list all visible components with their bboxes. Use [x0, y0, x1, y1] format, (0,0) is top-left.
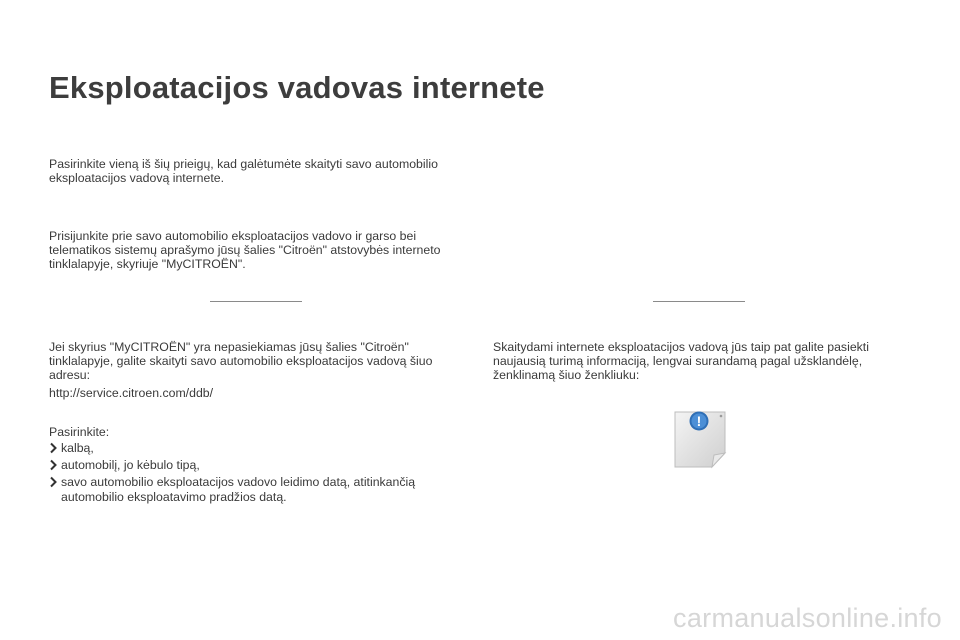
- left-divider: [210, 301, 302, 302]
- fallback-line: Jei skyrius "MyCITROËN" yra nepasiekiamas jūsų šalies "Citroën": [49, 340, 409, 354]
- intro-line: eksploatacijos vadovą internete.: [49, 171, 224, 186]
- intro-paragraph: [49, 157, 438, 185]
- info-note-icon: [672, 409, 728, 469]
- choose-label: Pasirinkite:: [49, 425, 110, 439]
- page-title: Eksploatacijos vadovas internete: [49, 70, 545, 105]
- list-item: [49, 475, 415, 503]
- watermark: carmanualsonline.info: [673, 603, 942, 633]
- fallback-paragraph: [49, 340, 432, 383]
- choose-list: [49, 441, 415, 507]
- login-line: telematikos sistemų aprašymo jūsų šalies "Citroën" atstovybės interneto: [49, 243, 441, 258]
- login-line: Prisijunkite prie savo automobilio eksploatacijos vadovo ir garso bei: [49, 229, 417, 243]
- service-url[interactable]: http://service.citroen.com/ddb/: [49, 386, 214, 400]
- list-item-text: savo automobilio eksploatacijos vadovo leidimo datą, atitinkančią: [61, 475, 416, 490]
- list-item: [49, 441, 415, 455]
- login-line: tinklalapyje, skyriuje "MyCITROËN".: [49, 257, 246, 272]
- login-paragraph: [49, 229, 440, 272]
- online-info-line: Skaitydami internete eksploatacijos vadovą jūs taip pat galite pasiekti: [493, 340, 869, 354]
- right-divider: [653, 301, 745, 302]
- list-item-text: automobilį, jo kėbulo tipą,: [61, 458, 200, 473]
- chevron-right-icon: [49, 476, 58, 488]
- online-info-line: naujausią turimą informaciją, lengvai surandamą pagal užsklandėlę,: [493, 354, 863, 369]
- list-item-text: kalbą,: [61, 441, 94, 455]
- online-info-paragraph: [493, 340, 869, 383]
- fallback-line: tinklalapyje, galite skaityti savo automobilio eksploatacijos vadovą šiuo: [49, 354, 433, 369]
- online-info-line: ženklinamą šiuo ženkliuku:: [493, 368, 640, 383]
- chevron-right-icon: [49, 459, 58, 471]
- list-item-text: automobilio eksploatavimo pradžios datą.: [61, 489, 287, 504]
- list-item: [49, 458, 415, 472]
- fallback-line: adresu:: [49, 368, 91, 383]
- intro-line: Pasirinkite vieną iš šių prieigų, kad galėtumėte skaityti savo automobilio: [49, 157, 438, 171]
- chevron-right-icon: [49, 442, 58, 454]
- info-glyph: !: [696, 413, 702, 429]
